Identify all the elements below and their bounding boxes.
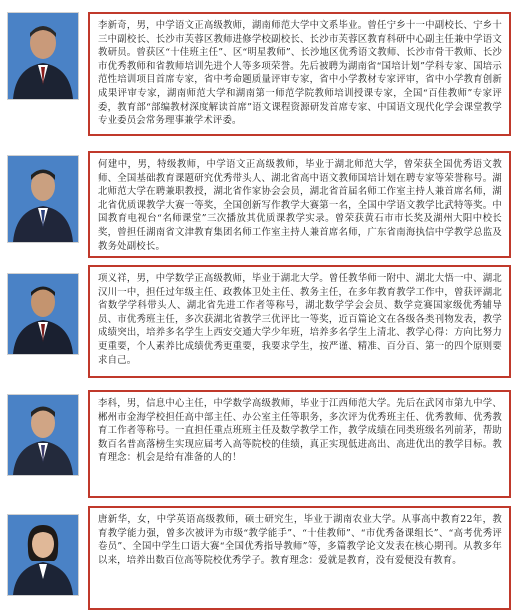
teacher-bio-1: 李新奇，男，中学语文正高级教师，湖南师范大学中文系毕业。曾任宁乡十一中副校长、宁乡十三中副校长、长沙市芙蓉区教师进修学校副校长、长沙市芙蓉区教育科研中心副主任兼中学语文教研员。曾获区“十佳班主任”、区“明星教师”、长沙地区优秀语文教师、长沙市骨干教师、长沙市优秀教师和省教师培训先进个人等多项荣誉。先后被聘为湖南省“国培计划”学科专家、国培示范性培训项目首席专家，省中考命题质量评审专家，省中小学教材专家评审，省中小学教育创新成果评审专家，湖南师范大学和湖南第一师范学院教师培训授课专家，全国“百佳教师”专家评委，教育部“部编教材深度解读首席”语文课程资源研发首席专家、中国语文现代化学会课堂教学专业委员会常务理事兼学术评委。 [88,12,511,136]
teacher-photo-5 [7,514,79,596]
teacher-photo-4 [7,394,79,476]
teacher-bio-5: 唐新华，女，中学英语高级教师，硕士研究生，毕业于湖南农业大学。从事高中教育22年，教育教学能力强，曾多次被评为市级“教学能手”、“十佳教师”、“市优秀备课组长”、“高考优秀评卷员”、全国中学生口语大赛“全国优秀指导教师”等，多篇教学论文发表在核心期刊。从教多年以来，培养出数百位高等院校优秀学子。教育理念：爱就是教育，没有爱便没有教育。 [88,506,511,610]
teacher-photo-1 [7,12,79,100]
teacher-photo-2 [7,155,79,243]
portrait-male-image [8,395,78,475]
teacher-photo-3 [7,273,79,355]
teacher-bio-4: 李科，男，信息中心主任，中学数学高级教师，毕业于江西师范大学。先后在武冈市第九中学、郴州市金海学校担任高中部主任、办公室主任等职务，多次评为优秀班主任、优秀教师、优秀教育工作者等称号。一直担任重点班班主任及数学教学工作，教学成绩在同类班级名列前茅，帮助数百名普高落榜生实现应届考入高等院校的佳绩，真正实现低进高出、高进优出的教学目标。教育理念：机会是给有准备的人的！ [88,390,511,498]
portrait-male-image [8,13,78,99]
portrait-male-image [8,156,78,242]
portrait-female-image [8,515,78,595]
portrait-male-image [8,274,78,354]
teacher-bio-2: 何建中，男，特级教师，中学语文正高级教师，毕业于湖北师范大学，曾荣获全国优秀语文教师、全国基础教育课题研究优秀带头人、湖北省高中语文教师国培计划在聘专家等荣誉称号。湖北师范大学在聘兼职教授，湖北省作家协会会员，湖北省首届名师工作室主持人兼首席名师，湖北省优质课教学大赛一等奖，全国创新写作教学大赛第一名，全国中学语文教学比武特等奖。中国教育电视台“名师课堂”三次播放其优质课教学实录。曾荣获黄石市市长奖及湖州大阳中校长奖，曾担任湖南省文津教育集团名师工作室主持人兼首席名师，广东省南海执信中学教学总监及教务处副校长。 [88,151,511,258]
teacher-bio-3: 项义祥，男，中学数学正高级教师，毕业于湖北大学。曾任教华师一附中、湖北大悟一中、湖北汉川一中，担任过年级主任、政教体卫处主任、教务主任，在多年教育教学工作中，曾获评湖北省数学学科带头人、湖北省先进工作者等称号，湖北数学学会会员、数学竞赛国家级优秀辅导员、市优秀班主任，多次获湖北省教学三优评比一等奖，近百篇论文在各级各类刊物发表，教学成绩突出，培养多名学生上西安交通大学少年班，培养多名学生上清北、教学心得：方向比努力更重要，个人素养比成绩优秀更重要，我要求学生，按严谨、精准、百分百、第一的四个原则要求自己。 [88,265,511,378]
